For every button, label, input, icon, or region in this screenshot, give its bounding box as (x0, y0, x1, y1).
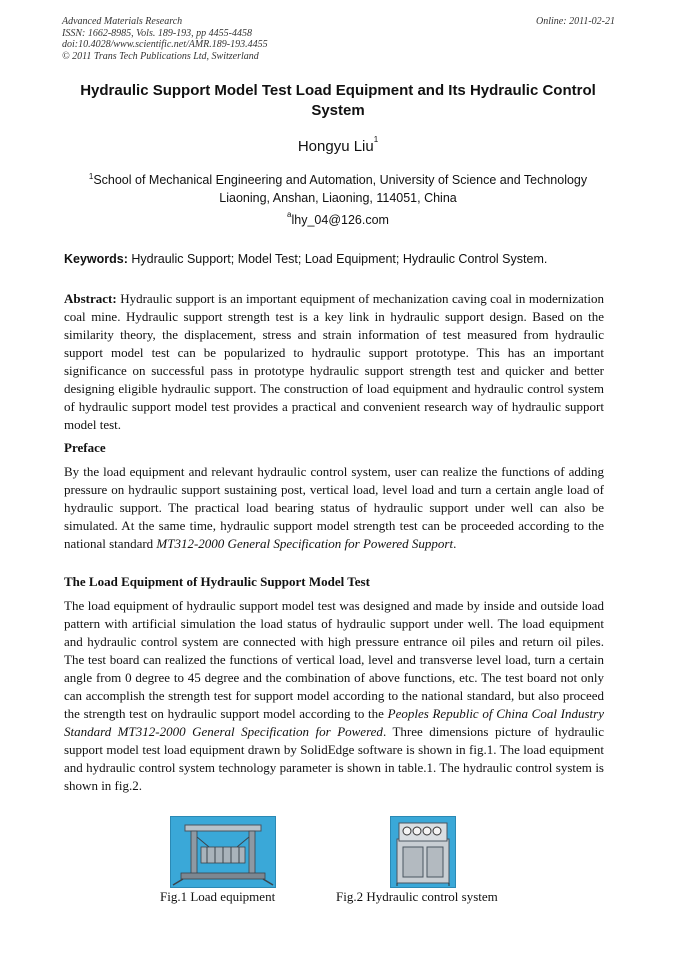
abstract-label: Abstract: (64, 291, 117, 306)
online-date: Online: 2011-02-21 (536, 16, 615, 27)
abstract-text: Hydraulic support is an important equipment of mechanization caving coal in modernization coal mine. Hydraulic support strength test is a key link in hydraulic support design. Based on the similarity theory, the displacement, stress and strain information of test measured from hydraulic support model test can be popularized to hydraulic support prototype. This has an important significance on successful pass in prototype hydraulic support strength test and quicker and better designing eligible hydraulic support. The construction of load equipment and hydraulic control system of hydraulic support model test provides a practical and convenient research way of hydraulic support model test. (64, 291, 604, 432)
preface-heading: Preface (64, 440, 106, 455)
email-sup: a (287, 210, 292, 219)
keywords-text: Hydraulic Support; Model Test; Load Equipment; Hydraulic Control System. (131, 252, 548, 266)
section2-heading: The Load Equipment of Hydraulic Support Model Test (64, 574, 370, 589)
affil-line1: School of Mechanical Engineering and Automation, University of Science and Technology (93, 173, 588, 187)
author (64, 135, 612, 155)
keywords-label: Keywords: (64, 252, 128, 266)
load-equipment-figure (170, 816, 276, 888)
journal-name: Advanced Materials Research (62, 16, 183, 27)
affil-line2: Liaoning, Anshan, Liaoning, 114051, China (219, 191, 457, 205)
section2-paragraph (64, 597, 604, 795)
preface-text: By the load equipment and relevant hydraulic control system, user can realize the functions of adding pressure on hydraulic support sustaining post, vertical load, level load and turn a certain angle load of hydraulic support. The practical load bearing status of hydraulic support under well can also be simulated. At the same time, hydraulic support model strength test can be proceeded according to the national standard (64, 464, 604, 551)
preface-end: . (453, 536, 457, 551)
journal-meta (62, 16, 268, 62)
keywords (64, 252, 612, 266)
hydraulic-control-figure (390, 816, 456, 888)
email-address: lhy_04@126.com (291, 213, 389, 227)
preface-standard: MT312-2000 General Specification for Powered Support (156, 536, 454, 551)
doi: doi:10.4028/www.scientific.net/AMR.189-193.4455 (62, 39, 268, 50)
author-name: Hongyu Liu (297, 138, 374, 155)
copyright: © 2011 Trans Tech Publications Ltd, Switzerland (62, 50, 259, 62)
preface-paragraph (64, 463, 604, 553)
abstract (64, 290, 604, 434)
figure2-caption: Fig.2 Hydraulic control system (336, 889, 498, 904)
load-equipment-icon (171, 817, 275, 887)
email (64, 210, 612, 227)
issn: ISSN: 1662-8985, Vols. 189-193, pp 4455-4458 (62, 27, 252, 39)
paper-title: Hydraulic Support Model Test Load Equipment and Its Hydraulic Control System (80, 82, 596, 119)
section2-text2: . Three dimensions picture of hydraulic support model test load equipment drawn by SolidEdge software is shown in fig.1. The load equipment and hydraulic control system technology parameter is shown in table.1. The hydraulic control system is shown in fig.2. (64, 724, 604, 793)
affil-sup: 1 (88, 172, 94, 181)
section2-text1: The load equipment of hydraulic support model test was designed and made by inside and outside load pattern with artificial simulation the load status of hydraulic support under well. The load equipment and hydraulic control system are connected with high pressure entrance oil piles and return oil piles. The test board can realized the functions of vertical load, level and transverse level load, turn a certain angle from 0 degree to 45 degree and the combination of above functions, etc. The test board not only can accomplish the strength test for support model according to the national standard, but also proceed the strength test on hydraulic support model according to the (64, 598, 604, 721)
author-sup: 1 (373, 135, 379, 144)
figure1-caption: Fig.1 Load equipment (160, 889, 276, 904)
section2-standard: Peoples Republic of China Coal Industry Standard MT312-2000 General Specification for Powered (64, 706, 604, 739)
hydraulic-control-icon (391, 817, 455, 887)
affiliation (64, 171, 612, 207)
